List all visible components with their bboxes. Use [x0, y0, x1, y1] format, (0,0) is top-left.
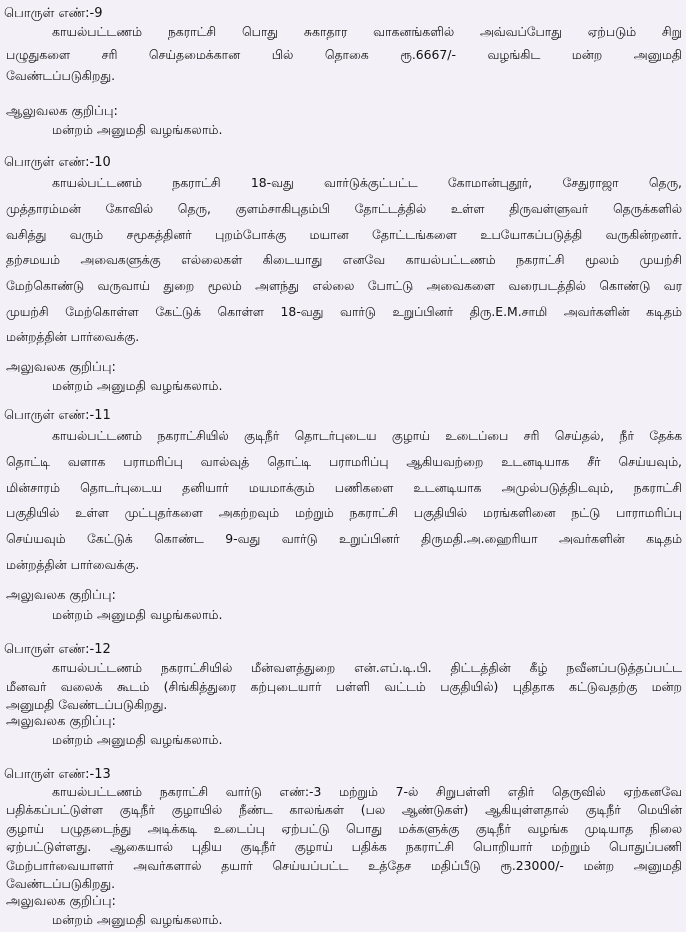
item-heading: பொருள் எண்:-13	[4, 767, 111, 782]
item-heading: பொருள் எண்:-9	[4, 6, 103, 21]
item-text-line: மீனவர் வலைக் கூடம் (சிங்கித்துரை கற்புடையார் பள்ளி வட்டம் பகுதியில்) புதிதாக கட்டுவதற்கு மன்ற	[6, 679, 682, 694]
office-note-label: அலுவலக குறிப்பு:	[6, 894, 116, 909]
item-text-line: காயல்பட்டணம் நகராட்சி பொது சுகாதார வாகனங்களில் அவ்வப்போது ஏற்படும் சிறு	[52, 24, 682, 39]
office-note-text: மன்றம் அனுமதி வழங்கலாம்.	[52, 607, 223, 622]
item-text-line: காயல்பட்டணம் நகராட்சி வார்டு எண்:-3 மற்றும் 7-ல் சிறுபள்ளி எதிர் தெருவில் ஏற்கனவே	[52, 784, 682, 799]
item-text-line: பதிக்கப்பட்டுள்ள குடிநீர் குழாயில் நீண்ட காலங்கள் (பல ஆண்டுகள்) ஆகியுள்ளதால் குடிநீர் மெயின்	[6, 802, 682, 817]
item-heading: பொருள் எண்:-12	[4, 642, 111, 657]
item-text-line: காயல்பட்டணம் நகராட்சியில் மீன்வளத்துறை என்.எப்.டி.பி. திட்டத்தின் கீழ் நவீனப்படுத்தப்பட்ட	[52, 660, 682, 675]
item-text-line: மன்றத்தின் பார்வைக்கு.	[6, 557, 140, 572]
office-note-label: அலுவலக குறிப்பு:	[6, 714, 116, 729]
item-text-line: காயல்பட்டணம் நகராட்சியில் குடிநீர் தொடர்புடைய குழாய் உடைப்பை சரி செய்தல், நீர் தேக்க	[52, 428, 682, 443]
office-note-text: மன்றம் அனுமதி வழங்கலாம்.	[52, 732, 223, 747]
item-text-line: பழுதுகளை சரி செய்தமைக்கான பில் தொகை ரூ.6667/- வழங்கிட மன்ற அனுமதி	[6, 47, 682, 62]
item-text-line: முத்தாரம்மன் கோவில் தெரு, குளம்சாகிபுதம்பி தோட்டத்தில் உள்ள திருவள்ளுவர் தெருக்களில்	[6, 201, 682, 216]
item-text-line: செய்யவும் கேட்டுக் கொண்ட 9-வது வார்டு உறுப்பினர் திருமதி.அ.ஹைரியா அவர்களின் கடிதம்	[6, 531, 682, 546]
item-text-line: மேற்கொண்டு வருவாய் துறை மூலம் அளந்து எல்லை போட்டு அவைகளை வரைபடத்தில் கொண்டு வர	[6, 278, 682, 293]
item-heading: பொருள் எண்:-10	[4, 155, 111, 170]
item-text-line: முயற்சி மேற்கொள்ள கேட்டுக் கொள்ள 18-வது வார்டு உறுப்பினர் திரு.E.M.சாமி அவர்களின் கடிதம்	[6, 304, 682, 319]
item-text-line: வேண்டப்படுகிறது.	[6, 68, 116, 83]
office-note-label: ஆலுவலக குறிப்பு:	[6, 104, 118, 119]
item-text-line: வேண்டப்படுகிறது.	[6, 876, 116, 891]
item-text-line: மேற்பார்வையாளர் அவர்களால் தயார் செய்யப்பட்ட உத்தேச மதிப்பீடு ரூ.23000/- மன்ற அனுமதி	[6, 858, 682, 873]
office-note-text: மன்றம் அனுமதி வழங்கலாம்.	[52, 378, 223, 393]
item-text-line: காயல்பட்டணம் நகராட்சி 18-வது வார்டுக்குட்பட்ட கோமான்புதூர், சேதுராஜா தெரு,	[52, 175, 682, 190]
office-note-text: மன்றம் அனுமதி வழங்கலாம்.	[52, 122, 223, 137]
item-text-line: மன்றத்தின் பார்வைக்கு.	[6, 329, 140, 344]
item-text-line: வசித்து வரும் சமூகத்தினர் புறம்போக்கு மயான தோட்டங்களை உபயோகப்படுத்தி வருகின்றனர்.	[6, 227, 682, 242]
item-text-line: பகுதியில் உள்ள முட்புதர்களை அகற்றவும் மற்றும் நகராட்சி பகுதியில் மரங்களினை நட்டு பாராமரிப்பு	[6, 505, 682, 520]
office-note-text: மன்றம் அனுமதி வழங்கலாம்.	[52, 912, 223, 927]
item-text-line: குழாய் பழுதடைந்து அடிக்கடி உடைப்பு ஏற்பட்டு பொது மக்களுக்கு குடிநீர் வழங்க முடியாத நிலை	[6, 821, 682, 836]
item-text-line: தொட்டி வளாக பராமரிப்பு வால்வுத் தொட்டி பராமரிப்பு ஆகியவற்றை உடனடியாக சீர் செய்யவும்,	[6, 454, 682, 469]
item-heading: பொருள் எண்:-11	[4, 408, 111, 423]
office-note-label: அலுவலக குறிப்பு:	[6, 588, 116, 603]
item-text-line: ஏற்பட்டுள்ளது. ஆகையால் புதிய குடிநீர் குழாய் பதிக்க நகராட்சி பொறியார் மற்றும் பொதுப்பணி	[6, 839, 682, 854]
item-text-line: அனுமதி வேண்டப்படுகிறது.	[6, 697, 168, 712]
office-note-label: அலுவலக குறிப்பு:	[6, 360, 116, 375]
item-text-line: தற்சமயம் அவைகளுக்கு எல்லைகள் கிடையாது எனவே காயல்பட்டணம் நகராட்சி மூலம் முயற்சி	[6, 252, 682, 267]
item-text-line: மின்சாரம் தொடர்புடைய தனியார் மயமாக்கும் பணிகளை உடனடியாக அமுல்படுத்திடவும், நகராட்சி	[6, 480, 682, 495]
